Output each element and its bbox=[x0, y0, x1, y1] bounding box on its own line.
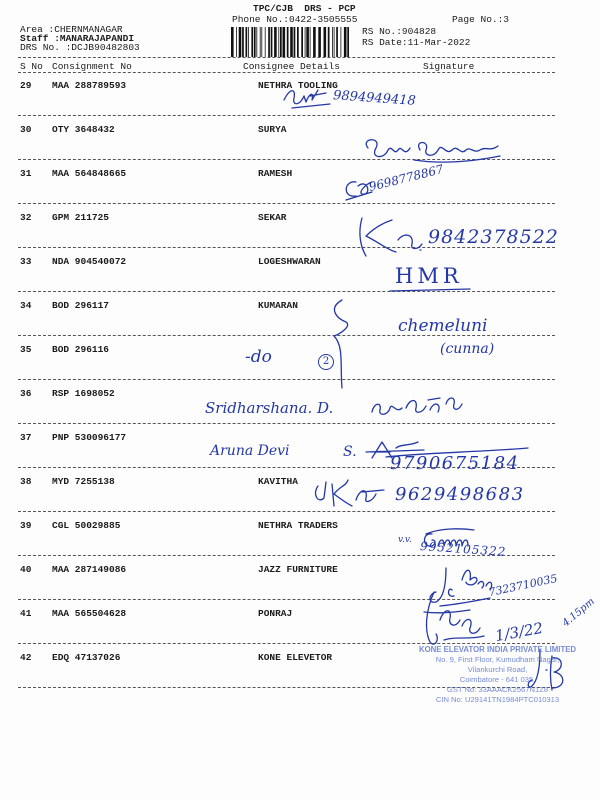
handwritten-initial-row-37: S. bbox=[343, 444, 357, 460]
table-row bbox=[0, 163, 600, 207]
consignment-number: OTY 3648432 bbox=[52, 124, 115, 135]
handwritten-phone-row-31: 9698778867 bbox=[367, 161, 445, 195]
consignment-number: PNP 530096177 bbox=[52, 432, 127, 443]
handwritten-phone-row-29: 9894949418 bbox=[332, 88, 417, 109]
serial-number: 32 bbox=[20, 212, 32, 223]
barcode-bar bbox=[280, 27, 282, 57]
table-row bbox=[0, 75, 600, 119]
table-row bbox=[0, 119, 600, 163]
barcode-bar bbox=[236, 27, 237, 57]
consignee-name: SURYA bbox=[258, 124, 287, 135]
column-header-sno: S No bbox=[20, 61, 43, 72]
consignment-number: MAA 564848665 bbox=[52, 168, 127, 179]
barcode-bar bbox=[332, 27, 333, 57]
barcode-bar bbox=[256, 27, 257, 57]
barcode-bar bbox=[265, 27, 266, 57]
barcode-bar bbox=[274, 27, 277, 57]
stamp-cin-number: CIN No: U29141TN1984PTC010313 bbox=[435, 695, 560, 704]
handwritten-name-row-34: chemeluni bbox=[398, 316, 488, 336]
consignee-name: PONRAJ bbox=[258, 608, 293, 619]
table-row bbox=[0, 515, 600, 559]
serial-number: 38 bbox=[20, 476, 32, 487]
stamp-address-line-2: Vilankurchi Road, bbox=[467, 665, 528, 674]
column-header-signature: Signature bbox=[423, 61, 475, 72]
barcode-bar bbox=[268, 27, 270, 57]
header-divider bbox=[18, 57, 555, 58]
table-row bbox=[0, 251, 600, 295]
serial-number: 42 bbox=[20, 652, 32, 663]
barcode bbox=[230, 27, 350, 57]
barcode-bar bbox=[344, 27, 347, 57]
row-divider bbox=[18, 379, 555, 380]
serial-number: 31 bbox=[20, 168, 32, 179]
barcode-bar bbox=[246, 27, 248, 57]
page-number: Page No.:3 bbox=[452, 14, 510, 25]
stamp-city: Coimbatore - 641 035. bbox=[459, 675, 536, 684]
barcode-bar bbox=[324, 27, 327, 57]
serial-number: 36 bbox=[20, 388, 32, 399]
handwritten-ditto-row-35: -do bbox=[245, 347, 272, 367]
serial-number: 29 bbox=[20, 80, 32, 91]
consignment-number: MAA 287149086 bbox=[52, 564, 127, 575]
barcode-bar bbox=[347, 27, 349, 57]
barcode-bar bbox=[313, 27, 316, 57]
phone-number: Phone No.:0422-3505555 bbox=[232, 14, 358, 25]
handwritten-initials-row-33: HMR bbox=[395, 264, 463, 288]
consignee-name: LOGESHWARAN bbox=[258, 256, 321, 267]
handwritten-date-row-41: 1/3/22 bbox=[493, 618, 545, 646]
barcode-bar bbox=[310, 27, 311, 57]
handwritten-phone-row-39: 9952105322 bbox=[419, 539, 507, 559]
barcode-bar bbox=[290, 27, 293, 57]
consignment-number: MAA 565504628 bbox=[52, 608, 127, 619]
handwritten-initials-row-39: v.v. bbox=[398, 535, 412, 545]
circled-mark-row-35: 2 bbox=[318, 354, 334, 370]
barcode-bar bbox=[318, 27, 321, 57]
barcode-bar bbox=[328, 27, 330, 57]
handwritten-phone-row-37: 9790675184 bbox=[390, 453, 520, 474]
consignee-name: NETHRA TRADERS bbox=[258, 520, 338, 531]
column-header-consignee: Consignee Details bbox=[243, 61, 340, 72]
consignee-name: KONE ELEVETOR bbox=[258, 652, 333, 663]
table-row bbox=[0, 295, 600, 339]
staff-label: Staff :MANARAJAPANDI bbox=[20, 33, 135, 44]
serial-number: 30 bbox=[20, 124, 32, 135]
consignment-number: MYD 7255138 bbox=[52, 476, 115, 487]
serial-number: 41 bbox=[20, 608, 32, 619]
barcode-bar bbox=[242, 27, 244, 57]
barcode-bar bbox=[254, 27, 256, 57]
consignment-number: BOD 296117 bbox=[52, 300, 110, 311]
barcode-bar bbox=[341, 27, 342, 57]
consignee-name: KAVITHA bbox=[258, 476, 298, 487]
barcode-bar bbox=[306, 27, 309, 57]
barcode-bar bbox=[297, 27, 299, 57]
barcode-bar bbox=[278, 27, 279, 57]
consignee-name: KUMARAN bbox=[258, 300, 298, 311]
consignee-name: SEKAR bbox=[258, 212, 287, 223]
handwritten-phone-row-38: 9629498683 bbox=[395, 484, 525, 505]
consignment-number: NDA 904540072 bbox=[52, 256, 127, 267]
rs-number: RS No.:904828 bbox=[362, 26, 437, 37]
barcode-bar bbox=[271, 27, 273, 57]
document-title: TPC/CJB DRS - PCP bbox=[253, 3, 356, 14]
row-divider bbox=[18, 115, 555, 116]
barcode-bar bbox=[294, 27, 296, 57]
serial-number: 34 bbox=[20, 300, 32, 311]
row-divider bbox=[18, 291, 555, 292]
barcode-bar bbox=[305, 27, 306, 57]
consignment-number: MAA 288789593 bbox=[52, 80, 127, 91]
consignment-number: CGL 50029885 bbox=[52, 520, 121, 531]
serial-number: 40 bbox=[20, 564, 32, 575]
drs-number: DRS No. :DCJB90482803 bbox=[20, 42, 140, 53]
area-label: Area :CHERNMANAGAR bbox=[20, 24, 123, 35]
row-divider bbox=[18, 599, 555, 600]
consignment-number: EDQ 47137026 bbox=[52, 652, 121, 663]
handwritten-name-row-36: Sridharshana. D. bbox=[205, 399, 334, 417]
barcode-bar bbox=[336, 27, 338, 57]
column-header-consignment: Consignment No bbox=[52, 61, 132, 72]
barcode-bar bbox=[260, 27, 261, 57]
barcode-bar bbox=[239, 27, 242, 57]
consignee-name: JAZZ FURNITURE bbox=[258, 564, 338, 575]
consignee-name: NETHRA TOOLING bbox=[258, 80, 338, 91]
barcode-bar bbox=[261, 27, 262, 57]
serial-number: 33 bbox=[20, 256, 32, 267]
handwritten-phone-row-40: 7323710035 bbox=[487, 571, 559, 600]
table-row bbox=[0, 339, 600, 383]
row-divider bbox=[18, 511, 555, 512]
row-divider bbox=[18, 643, 555, 644]
company-stamp bbox=[405, 645, 590, 705]
consignment-table bbox=[0, 75, 600, 691]
consignment-number: BOD 296116 bbox=[52, 344, 110, 355]
column-header-divider bbox=[18, 72, 555, 73]
serial-number: 35 bbox=[20, 344, 32, 355]
row-divider bbox=[18, 203, 555, 204]
serial-number: 37 bbox=[20, 432, 32, 443]
serial-number: 39 bbox=[20, 520, 32, 531]
consignment-number: RSP 1698052 bbox=[52, 388, 115, 399]
stamp-gst-number: GST No: 33AAACK2567N1Z8 bbox=[446, 685, 549, 694]
handwritten-time-row-41: 4.15pm bbox=[560, 596, 597, 630]
barcode-bar bbox=[301, 27, 303, 57]
handwritten-name-row-37: Aruna Devi bbox=[210, 443, 290, 459]
consignment-number: GPM 211725 bbox=[52, 212, 110, 223]
barcode-bar bbox=[248, 27, 249, 57]
row-divider bbox=[18, 423, 555, 424]
barcode-bar bbox=[231, 27, 234, 57]
barcode-bar bbox=[334, 27, 335, 57]
handwritten-note-row-34: (cunna) bbox=[440, 341, 495, 357]
rs-date: RS Date:11-Mar-2022 bbox=[362, 37, 471, 48]
barcode-bar bbox=[287, 27, 289, 57]
barcode-bar bbox=[283, 27, 286, 57]
barcode-bar bbox=[251, 27, 253, 57]
stamp-company-name: KONE ELEVATOR INDIA PRIVATE LIMITED bbox=[418, 645, 577, 654]
handwritten-phone-row-32: 9842378522 bbox=[428, 226, 559, 248]
stamp-address-line-1: No. 9, First Floor, Kumudham Nagar, bbox=[435, 655, 560, 664]
row-divider bbox=[18, 159, 555, 160]
consignee-name: RAMESH bbox=[258, 168, 293, 179]
